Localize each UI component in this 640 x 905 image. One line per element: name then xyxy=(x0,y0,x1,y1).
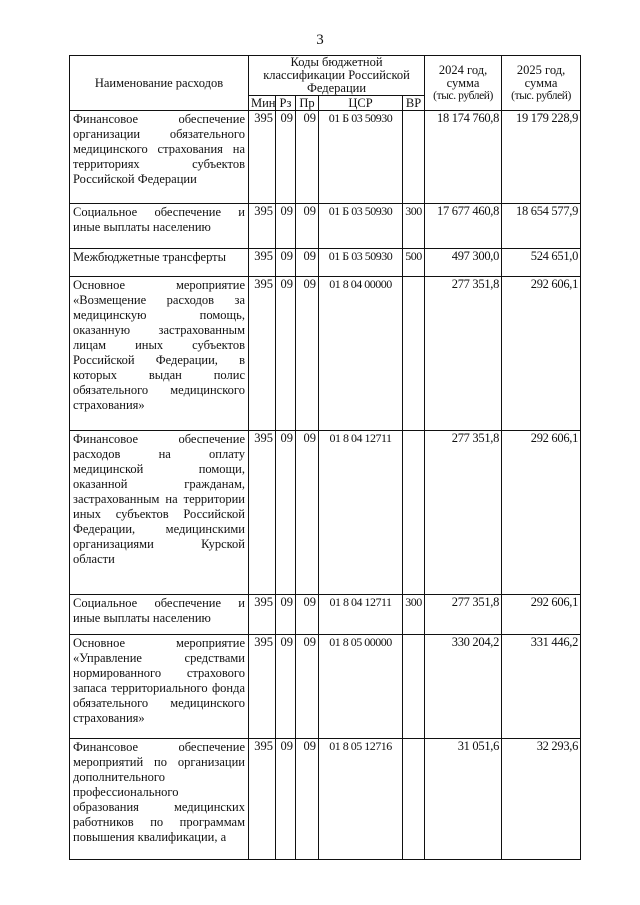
table-row xyxy=(70,431,581,595)
header-2024 xyxy=(425,56,502,111)
row-rz: 09 xyxy=(276,595,296,635)
row-pr: 09 xyxy=(296,249,319,277)
row-2024: 31 051,6 xyxy=(425,739,502,860)
row-vr xyxy=(403,739,425,860)
row-pr: 09 xyxy=(296,431,319,595)
row-2024: 277 351,8 xyxy=(425,595,502,635)
row-pr: 09 xyxy=(296,635,319,739)
row-csr: 01 8 05 12716 xyxy=(319,739,403,860)
row-rz: 09 xyxy=(276,277,296,431)
header-2024-year: 2024 год, xyxy=(438,62,488,77)
row-2025: 18 654 577,9 xyxy=(502,204,581,249)
row-vr xyxy=(403,111,425,204)
table-row xyxy=(70,595,581,635)
row-min: 395 xyxy=(249,249,276,277)
header-rz: Рз xyxy=(276,96,296,111)
row-vr: 500 xyxy=(403,249,425,277)
row-pr: 09 xyxy=(296,277,319,431)
row-rz: 09 xyxy=(276,111,296,204)
row-name: Финансовое обеспечение мероприятий по организации дополнительного профессионального образования медицинских работников по программам повышения квалификации, а xyxy=(70,739,249,860)
row-2024: 17 677 460,8 xyxy=(425,204,502,249)
row-min: 395 xyxy=(249,595,276,635)
row-vr: 300 xyxy=(403,595,425,635)
row-2024: 330 204,2 xyxy=(425,635,502,739)
row-min: 395 xyxy=(249,277,276,431)
row-rz: 09 xyxy=(276,249,296,277)
row-pr: 09 xyxy=(296,595,319,635)
row-csr: 01 Б 03 50930 xyxy=(319,111,403,204)
header-csr: ЦСР xyxy=(319,96,403,111)
row-min: 395 xyxy=(249,431,276,595)
row-name: Финансовое обеспечение организации обязательного медицинского страхования на территориях субъектов Российской Федерации xyxy=(70,111,249,204)
header-min: Мин xyxy=(249,96,276,111)
header-codes-group: Коды бюджетной классификации Российской Федерации xyxy=(249,56,425,96)
header-2024-unit: (тыс. рублей) xyxy=(433,89,493,102)
row-name: Финансовое обеспечение расходов на оплату медицинской помощи, оказанной гражданам, застрахованным на территории иных субъектов Российской Федерации, медицинскими организациями Курской области xyxy=(70,431,249,595)
row-2024: 277 351,8 xyxy=(425,431,502,595)
table-row xyxy=(70,249,581,277)
header-2025-sum: сумма xyxy=(524,75,558,90)
header-2025 xyxy=(502,56,581,111)
row-vr: 300 xyxy=(403,204,425,249)
table-row xyxy=(70,635,581,739)
row-csr: 01 8 04 12711 xyxy=(319,595,403,635)
row-vr xyxy=(403,431,425,595)
row-2024: 497 300,0 xyxy=(425,249,502,277)
row-rz: 09 xyxy=(276,431,296,595)
budget-table xyxy=(69,55,581,860)
row-2025: 524 651,0 xyxy=(502,249,581,277)
row-pr: 09 xyxy=(296,204,319,249)
row-rz: 09 xyxy=(276,204,296,249)
row-rz: 09 xyxy=(276,635,296,739)
row-csr: 01 8 04 00000 xyxy=(319,277,403,431)
row-name: Социальное обеспечение и иные выплаты населению xyxy=(70,595,249,635)
row-pr: 09 xyxy=(296,739,319,860)
row-name: Межбюджетные трансферты xyxy=(70,249,249,277)
row-2024: 18 174 760,8 xyxy=(425,111,502,204)
row-min: 395 xyxy=(249,111,276,204)
row-2025: 331 446,2 xyxy=(502,635,581,739)
row-2024: 277 351,8 xyxy=(425,277,502,431)
header-2025-year: 2025 год, xyxy=(516,62,566,77)
row-2025: 32 293,6 xyxy=(502,739,581,860)
header-2024-sum: сумма xyxy=(446,75,480,90)
page-number: 3 xyxy=(316,32,324,48)
row-rz: 09 xyxy=(276,739,296,860)
row-2025: 292 606,1 xyxy=(502,595,581,635)
row-min: 395 xyxy=(249,204,276,249)
header-2025-unit: (тыс. рублей) xyxy=(511,89,571,102)
row-csr: 01 8 05 00000 xyxy=(319,635,403,739)
row-2025: 19 179 228,9 xyxy=(502,111,581,204)
row-2025: 292 606,1 xyxy=(502,431,581,595)
row-name: Социальное обеспечение и иные выплаты населению xyxy=(70,204,249,249)
row-pr: 09 xyxy=(296,111,319,204)
header-name: Наименование расходов xyxy=(70,56,249,111)
row-min: 395 xyxy=(249,635,276,739)
table-row xyxy=(70,739,581,860)
row-vr xyxy=(403,277,425,431)
header-pr: Пр xyxy=(296,96,319,111)
table-row xyxy=(70,204,581,249)
row-min: 395 xyxy=(249,739,276,860)
table-row xyxy=(70,277,581,431)
row-csr: 01 Б 03 50930 xyxy=(319,204,403,249)
header-vr: ВР xyxy=(403,96,425,111)
row-vr xyxy=(403,635,425,739)
table-row xyxy=(70,111,581,204)
row-csr: 01 Б 03 50930 xyxy=(319,249,403,277)
row-name: Основное мероприятие «Возмещение расходов за медицинскую помощь, оказанную застрахованным лицам иных субъектов Российской Федерации, в которых выдан полис обязательного медицинского страхования» xyxy=(70,277,249,431)
row-name: Основное мероприятие «Управление средствами нормированного страхового запаса территориального фонда обязательного медицинского страхования» xyxy=(70,635,249,739)
row-csr: 01 8 04 12711 xyxy=(319,431,403,595)
row-2025: 292 606,1 xyxy=(502,277,581,431)
